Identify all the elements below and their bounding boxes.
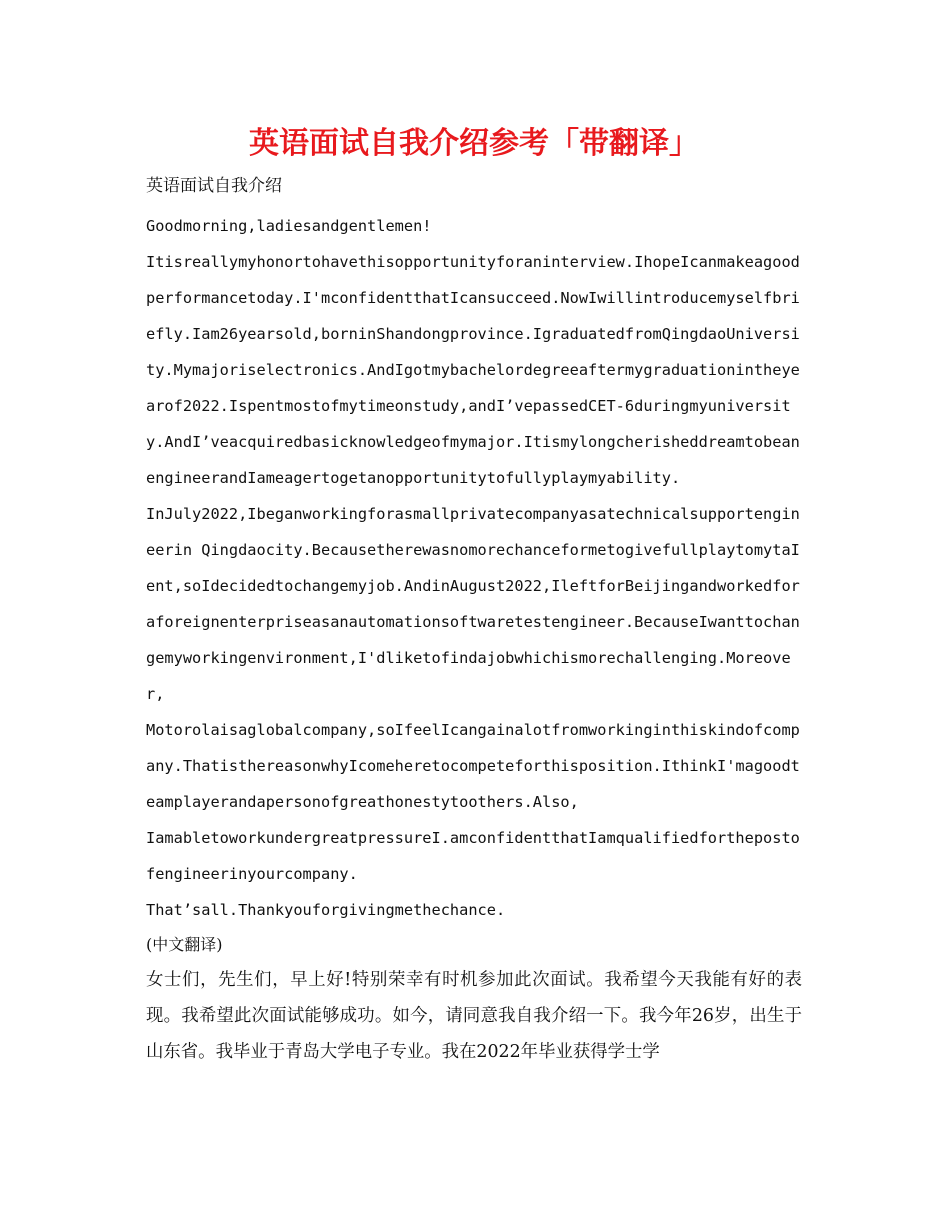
english-paragraph-intro: Itisreallymyhonortohavethisopportunityforaninterview.IhopeIcanmakeagoodperformancetoday.I'mconfidentthatIcansucceed.NowIwillintroducemyselfbriefly.Iam26yearsold,borninShandongprovince.IgraduatedfromQingdaoUniversity.Mymajoriselectronics.AndIgotmybachelordegreeaftermygraduationintheyearof2022.Ispentmostofmytimeonstudy,andI’vepassedCET-6duringmyuniversity.AndI’veacquiredbasicknowledgeofmymajor.ItismylongcherisheddreamtobeanengineerandIameagertogetanopportunitytofullyplaymyability. — [146, 253, 800, 487]
english-paragraph-work-history: InJuly2022,Ibeganworkingforasmallprivatecompanyasatechnicalsupportengineerin Qingdaocity.BecausetherewasnomorechanceformetogivefullplaytomytaIent,soIdecidedtochangemyjob.AndinAugust2022,IleftforBeijingandworkedforaforeignenterpriseasanautomationsoftwaretestengineer.BecauseIwanttochangemyworkingenvironment,I'dliketofindajobwhichismorechallenging.Moreover, — [146, 505, 800, 703]
chinese-translation-paragraph: 女士们，先生们，早上好!特别荣幸有时机参加此次面试。我希望今天我能有好的表现。我希望此次面试能够成功。如今，请同意我自我介绍一下。我今年26岁，出生于山东省。我毕业于青岛大学电子专业。我在2022年毕业获得学士学 — [146, 970, 802, 1062]
english-paragraph-greeting: Goodmorning,ladiesandgentlemen! — [146, 217, 432, 235]
english-paragraph-closing: That’sall.Thankyouforgivingmethechance. — [146, 901, 506, 919]
document-title: 英语面试自我介绍参考「带翻译」 — [249, 126, 699, 161]
english-paragraph-motivation: Motorolaisaglobalcompany,soIfeelIcangainalotfromworkinginthiskindofcompany.ThatisthereasonwhyIcomeheretocompeteforthisposition.IthinkI'magoodteamplayerandapersonofgreathonestytoothers.Also, — [146, 721, 800, 811]
english-paragraph-qualification: IamabletoworkundergreatpressureI.amconfidentthatIamqualifiedforthepostofengineerinyourcompany. — [146, 829, 800, 883]
document-subtitle: 英语面试自我介绍 — [146, 176, 282, 196]
chinese-translation-heading: (中文翻译) — [146, 935, 223, 954]
document-page — [146, 120, 802, 1070]
